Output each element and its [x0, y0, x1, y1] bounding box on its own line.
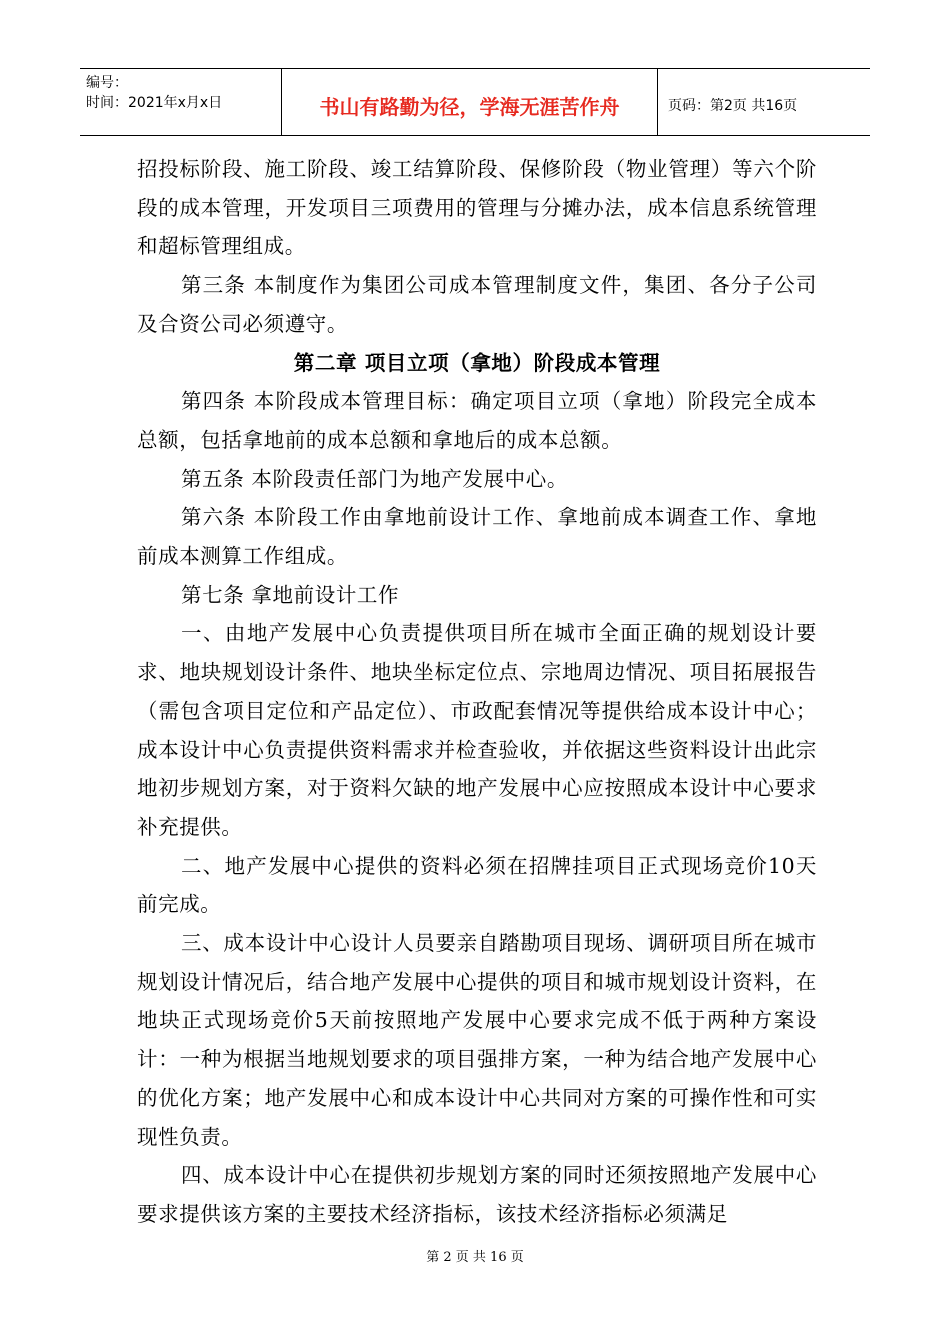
paragraph: 第五条 本阶段责任部门为地产发展中心。 — [181, 466, 568, 491]
paragraph: 二、地产发展中心提供的资料必须在招牌挂项目正式现场竞价10天前完成。 — [137, 853, 817, 917]
header-page-info: 页码：第2页 共16页 — [668, 98, 798, 114]
paragraph: 招投标阶段、施工阶段、竣工结算阶段、保修阶段（物业管理）等六个阶段的成本管理，开发项目三项费用的管理与分摊办法，成本信息系统管理和超标管理组成。 — [137, 157, 817, 259]
paragraph: 第三条 本制度作为集团公司成本管理制度文件，集团、各分子公司及合资公司必须遵守。 — [137, 273, 817, 336]
document-number-label: 编号： — [86, 75, 128, 91]
chapter-heading: 第二章 项目立项（拿地）阶段成本管理 — [293, 350, 661, 375]
document-body — [137, 150, 817, 1234]
paragraph: 第四条 本阶段成本管理目标：确定项目立项（拿地）阶段完全成本总额，包括拿地前的成本总额和拿地后的成本总额。 — [137, 389, 817, 452]
page-footer: 第 2 页 共 16 页 — [426, 1250, 524, 1265]
header-motto: 书山有路勤为径，学海无涯苦作舟 — [282, 69, 658, 135]
paragraph: 第七条 拿地前设计工作 — [181, 582, 400, 607]
header-meta — [80, 69, 282, 135]
page-header — [80, 68, 870, 136]
paragraph: 三、成本设计中心设计人员要亲自踏勘项目现场、调研项目所在城市规划设计情况后，结合地产发展中心提供的项目和城市规划设计资料，在地块正式现场竞价5天前按照地产发展中心要求完成不低于两种方案设计：一种为根据当地规划要求的项目强排方案，一种为结合地产发展中心的优化方案；地产发展中心和成本设计中心共同对方案的可操作性和可实现性负责。 — [137, 931, 817, 1149]
paragraph: 第六条 本阶段工作由拿地前设计工作、拿地前成本调查工作、拿地前成本测算工作组成。 — [137, 505, 817, 569]
paragraph: 一、由地产发展中心负责提供项目所在城市全面正确的规划设计要求、地块规划设计条件、地块坐标定位点、宗地周边情况、项目拓展报告（需包含项目定位和产品定位）、市政配套情况等提供给成本设计中心；成本设计中心负责提供资料需求并检查验收，并依据这些资料设计出此宗地初步规划方案，对于资料欠缺的地产发展中心应按照成本设计中心要求补充提供。 — [137, 621, 817, 839]
paragraph: 四、成本设计中心在提供初步规划方案的同时还须按照地产发展中心要求提供该方案的主要技术经济指标，该技术经济指标必须满足 — [137, 1163, 817, 1226]
document-date-label: 时间：2021年x月x日 — [86, 95, 223, 111]
